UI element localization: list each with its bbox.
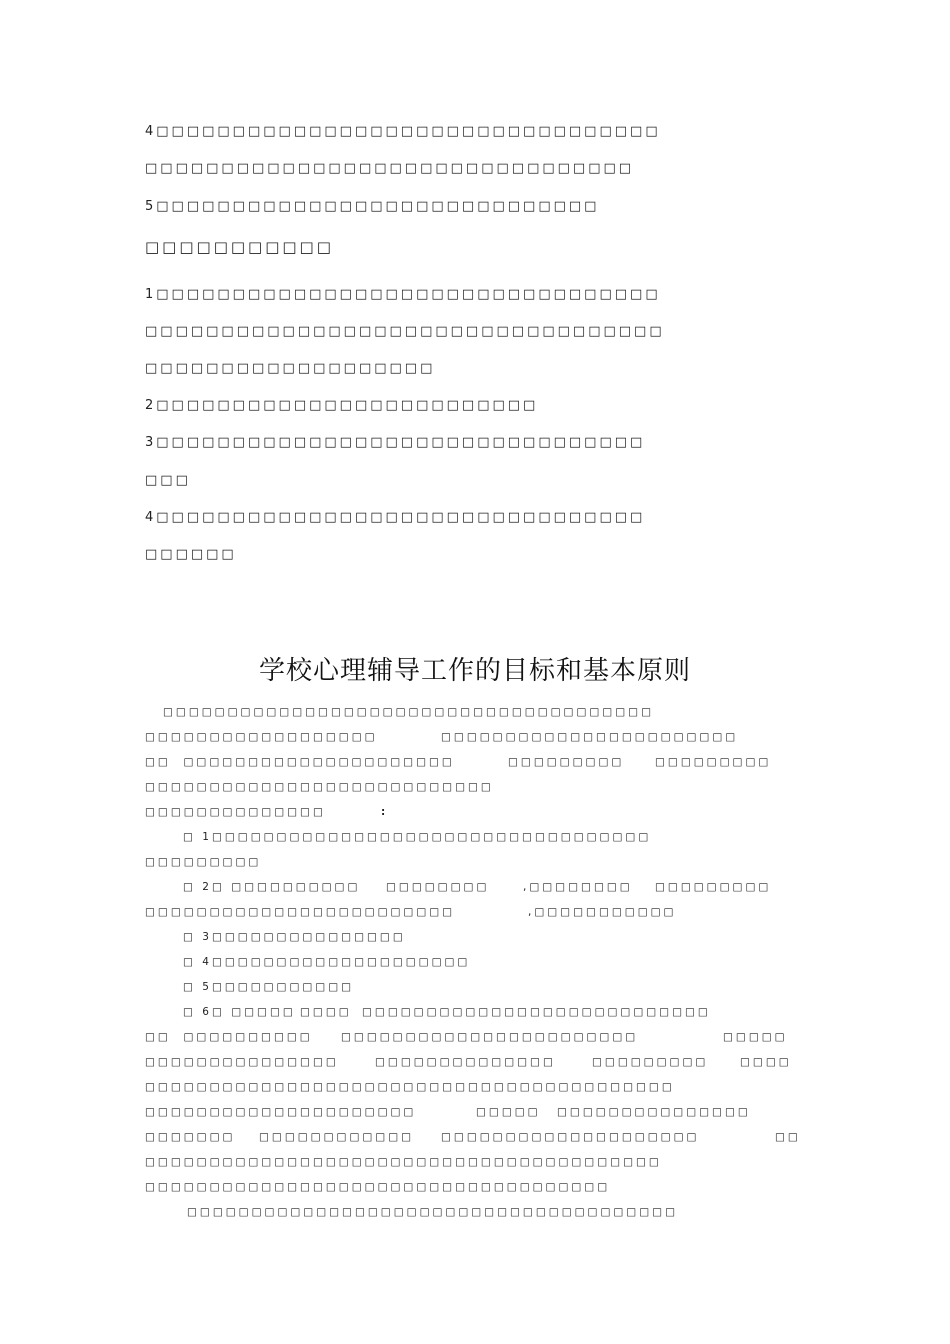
text-line: □□□□□□	[145, 547, 237, 562]
text-line: □□ □□□□□□□□□□	[145, 1031, 313, 1043]
list-item: □ 1□□□□□□□□□□□□□□□□□□□□□□□□□□□□□□□□□□	[183, 831, 652, 843]
text-line: □□□□□□□□□□□□□□□□□□□□	[441, 1131, 700, 1143]
text-line: □□□□□□□□□	[592, 1056, 709, 1068]
text-line: 4□□□□□□□□□□□□□□□□□□□□□□□□□□□□□□□□	[145, 510, 646, 525]
section-heading: □□□□□□□□□□□	[145, 238, 334, 256]
list-item: □ 4□□□□□□□□□□□□□□□□□□□□	[183, 956, 471, 968]
text-line: □□□□□□□□	[386, 881, 490, 893]
page-title: 学校心理辅导工作的目标和基本原则	[258, 656, 691, 686]
text-line: □□□□□	[723, 1031, 788, 1043]
text-line: □□□□□□□□□□□□□□□□□□□□□□□□□□□□□□□□□□□□	[145, 1181, 611, 1193]
text-line: □□□□□□□□□□□□□□□□□□□□□□□	[341, 1031, 639, 1043]
text-line: □□	[775, 1131, 801, 1143]
text-line: □□□□□□□□□□□□	[259, 1131, 415, 1143]
text-line: ,□□□□□□□□	[523, 881, 633, 893]
text-line: □□□□□□□□□□□□□□□□□□□□□□□□□□□□□□□□□□□□□□	[163, 706, 654, 718]
text-line: □□□□□□□	[145, 1131, 236, 1143]
text-line: ,□□□□□□□□□□□	[528, 906, 677, 918]
text-line: □□□□□□□□□□□□□□□□□□□□□□□□□□□□□□□□	[145, 161, 635, 176]
text-line: □□□□□□□□□□□□□□□□□□□□□□□□□□□□□□□□□□	[145, 324, 665, 339]
text-line: □□□□□□□□□□□□□□□	[145, 1056, 339, 1068]
text-line: □□□□□□□□□	[655, 756, 772, 768]
text-line: □□□□□□□□□□□□□□□□□□	[145, 731, 378, 743]
text-line: □□□□□□□□□□□□□□□□□□□□□□□□□□□	[362, 1006, 711, 1018]
list-item: □ 2□ □□□□□□□□□□	[183, 881, 361, 893]
text-line: □□□□□□□□□	[508, 756, 625, 768]
text-line: □□□□□□□□□□□□□□□□□□□□□□□	[441, 731, 739, 743]
text-line: 1□□□□□□□□□□□□□□□□□□□□□□□□□□□□□□□□□	[145, 287, 661, 302]
text-line: □□□□□	[476, 1106, 541, 1118]
text-line: 4□□□□□□□□□□□□□□□□□□□□□□□□□□□□□□□□□	[145, 124, 661, 139]
text-line: □□□□□□□□□□□□□□□□□□□	[145, 361, 436, 376]
colon-mark: :	[381, 806, 389, 818]
text-line: □□□□□□□□□□□□□□	[145, 806, 326, 818]
list-item: □ 3□□□□□□□□□□□□□□□	[183, 931, 406, 943]
text-line: 3□□□□□□□□□□□□□□□□□□□□□□□□□□□□□□□□	[145, 435, 646, 450]
text-line: □□□□□□□□□	[655, 881, 772, 893]
text-line: □□□□□□□□□□□□□□	[375, 1056, 556, 1068]
text-line: □□□□	[300, 1006, 352, 1018]
text-line: □□□□□□□□□□□□□□□□□□□□□□□□□□□□□□□□□□□□□□□□	[145, 1156, 662, 1168]
text-line: 2□□□□□□□□□□□□□□□□□□□□□□□□□	[145, 398, 539, 413]
list-item: □ 6□ □□□□□	[183, 1006, 296, 1018]
text-line: □□□	[145, 473, 191, 488]
list-item: □ 5□□□□□□□□□□□	[183, 981, 355, 993]
text-line: □□□□□□□□□	[145, 856, 262, 868]
text-line: □□□□□□□□□□□□□□□□□□□□□	[145, 1106, 417, 1118]
text-line: □□ □□□□□□□□□□□□□□□□□□□□□	[145, 756, 455, 768]
text-line: □□□□□□□□□□□□□□□□□□□□□□□□	[145, 906, 456, 918]
text-line: □□□□□□□□□□□□□□□□□□□□□□□□□□□□□□□□□□□□□□	[187, 1206, 678, 1218]
text-line: □□□□□□□□□□□□□□□	[557, 1106, 751, 1118]
text-line: □□□□	[740, 1056, 792, 1068]
text-line: □□□□□□□□□□□□□□□□□□□□□□□□□□□	[145, 781, 494, 793]
text-line: □□□□□□□□□□□□□□□□□□□□□□□□□□□□□□□□□□□□□□□□□	[145, 1081, 675, 1093]
text-line: 5□□□□□□□□□□□□□□□□□□□□□□□□□□□□□	[145, 199, 600, 214]
